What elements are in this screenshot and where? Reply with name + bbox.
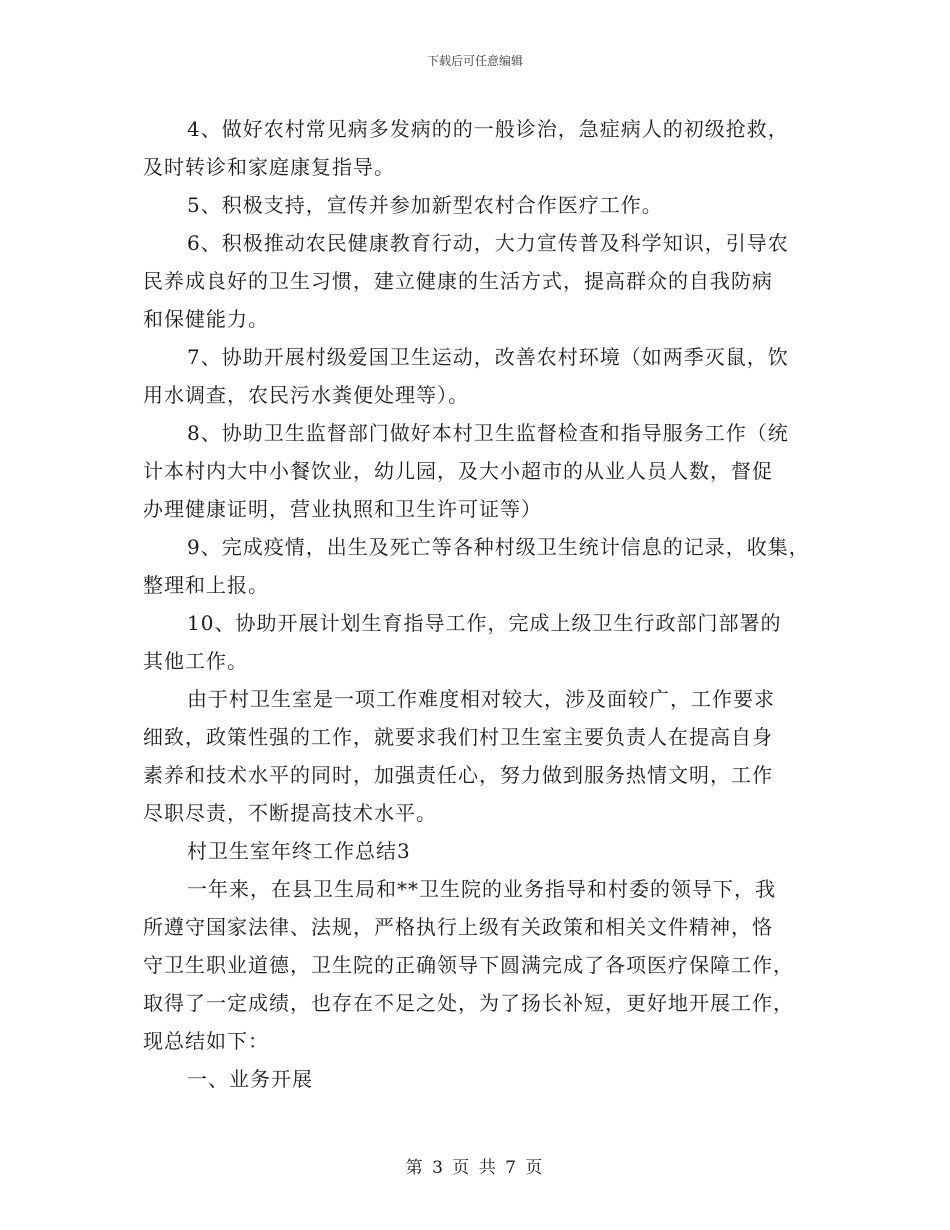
text-line: 现总结如下： xyxy=(143,1029,269,1053)
text-line: 其他工作。 xyxy=(143,649,248,673)
text-line: 所遵守国家法律、法规，严格执行上级有关政策和相关文件精神，恪 xyxy=(143,915,773,939)
text-line: 8、协助卫生监督部门做好本村卫生监督检查和指导服务工作（统 xyxy=(187,421,789,445)
text-line: 6、积极推动农民健康教育行动，大力宣传普及科学知识，引导农 xyxy=(187,231,789,255)
text-line: 及时转诊和家庭康复指导。 xyxy=(143,155,395,179)
text-line: 民养成良好的卫生习惯，建立健康的生活方式，提高群众的自我防病 xyxy=(143,269,773,293)
text-line: 守卫生职业道德，卫生院的正确领导下圆满完成了各项医疗保障工作， xyxy=(143,953,794,977)
text-line: 计本村内大中小餐饮业，幼儿园，及大小超市的从业人员人数，督促 xyxy=(143,459,773,483)
header-note: 下载后可任意编辑 xyxy=(426,54,523,68)
text-line: 办理健康证明，营业执照和卫生许可证等） xyxy=(143,497,542,521)
document-body xyxy=(143,110,833,1098)
section-heading: 村卫生室年终工作总结3 xyxy=(187,839,411,863)
text-line: 整理和上报。 xyxy=(143,573,269,597)
text-line: 7、协助开展村级爱国卫生运动，改善农村环境（如两季灭鼠，饮 xyxy=(187,345,789,369)
text-line: 9、完成疫情，出生及死亡等各种村级卫生统计信息的记录，收集， xyxy=(187,535,810,559)
text-line: 5、积极支持，宣传并参加新型农村合作医疗工作。 xyxy=(187,193,663,217)
text-line: 尽职尽责，不断提高技术水平。 xyxy=(143,801,437,825)
text-line: 由于村卫生室是一项工作难度相对较大，涉及面较广，工作要求 xyxy=(187,687,775,711)
text-line: 细致，政策性强的工作，就要求我们村卫生室主要负责人在提高自身 xyxy=(143,725,773,749)
text-line: 取得了一定成绩，也存在不足之处，为了扬长补短，更好地开展工作， xyxy=(143,991,794,1015)
text-line: 素养和技术水平的同时，加强责任心，努力做到服务热情文明，工作 xyxy=(143,763,773,787)
text-line: 用水调查，农民污水粪便处理等）。 xyxy=(143,383,469,407)
text-line: 和保健能力。 xyxy=(143,307,269,331)
text-line: 4、做好农村常见病多发病的的一般诊治，急症病人的初级抢救， xyxy=(187,117,789,141)
subsection-heading: 一、业务开展 xyxy=(187,1067,313,1091)
page-number-footer: 第 3 页 共 7 页 xyxy=(405,1158,545,1178)
text-line: 10、协助开展计划生育指导工作，完成上级卫生行政部门部署的 xyxy=(187,611,782,635)
text-line: 一年来，在县卫生局和**卫生院的业务指导和村委的领导下，我 xyxy=(187,877,776,901)
